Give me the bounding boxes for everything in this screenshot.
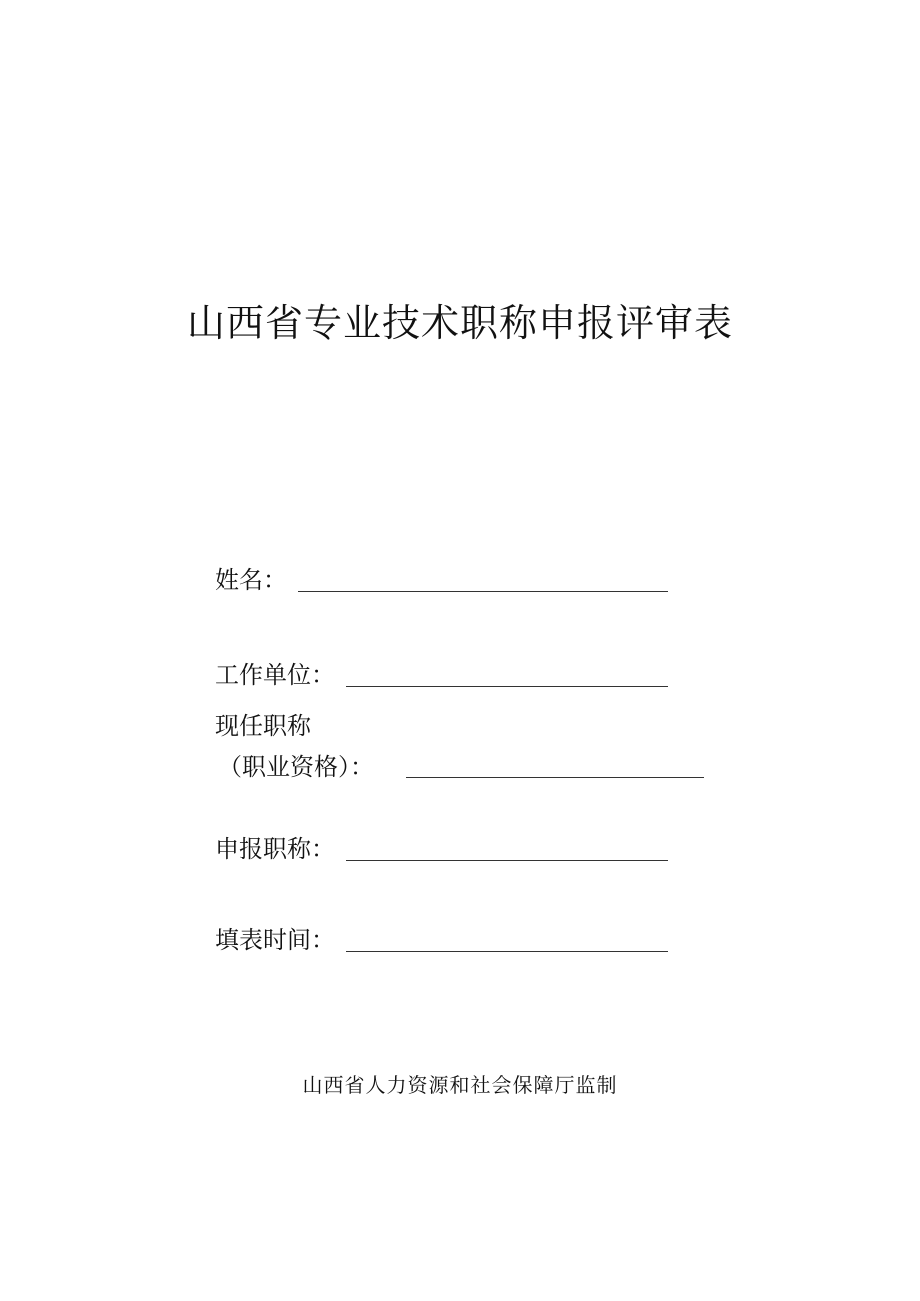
fill-date-label: 填表时间： [215, 926, 335, 954]
issuer-footer: 山西省人力资源和社会保障厅监制 [302, 1073, 618, 1097]
applied-title-label: 申报职称： [215, 835, 335, 863]
name-line[interactable] [298, 591, 668, 592]
current-title-line[interactable] [406, 777, 704, 778]
employer-label: 工作单位： [215, 661, 335, 689]
form-title: 山西省专业技术职称申报评审表 [186, 301, 733, 345]
current-title-label-line1: 现任职称 [215, 712, 311, 740]
fill-date-line[interactable] [346, 951, 668, 952]
employer-line[interactable] [346, 686, 668, 687]
name-label: 姓名： [215, 566, 287, 594]
current-title-label-line2: （职业资格）： [218, 753, 374, 781]
applied-title-line[interactable] [346, 860, 668, 861]
